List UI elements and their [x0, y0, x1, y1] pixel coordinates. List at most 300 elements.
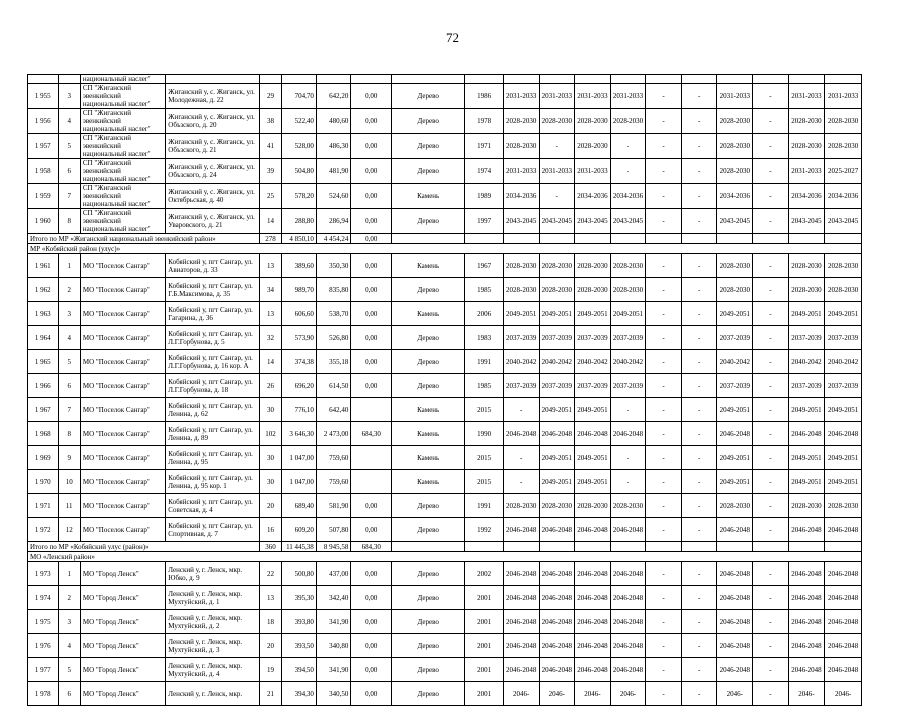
flats-cell: 13	[259, 586, 281, 610]
area-nonliving-cell: 0,00	[351, 84, 392, 109]
row-number-cell: 1 958	[28, 159, 59, 184]
owner-cell: СП "Жиганский эвенкийский национальный наслег"	[80, 209, 165, 234]
owner-cell: МО "Город Ленск"	[80, 634, 165, 658]
term-cell: 2040-2042	[539, 350, 575, 374]
area-total-cell: 989,70	[282, 278, 317, 302]
term-cell: 2046-2048	[539, 422, 575, 446]
term-cell: 2049-2051	[717, 398, 753, 422]
term-cell: -	[681, 350, 717, 374]
area-living-cell: 526,80	[316, 326, 351, 350]
term-cell: 2049-2051	[575, 302, 611, 326]
term-cell: 2037-2039	[825, 326, 862, 350]
term-cell: 2046-2048	[717, 562, 753, 586]
term-cell: 2040-2042	[788, 350, 825, 374]
total-row	[28, 234, 862, 244]
material-cell: Дерево	[392, 159, 465, 184]
term-cell: 2028-2030	[788, 134, 825, 159]
row-number-cell: 1 962	[28, 278, 59, 302]
term-cell: -	[681, 278, 717, 302]
term-cell: 2046-2048	[575, 610, 611, 634]
flats-cell: 30	[259, 446, 281, 470]
term-cell: 2028-2030	[825, 278, 862, 302]
area-total-cell: 704,70	[282, 84, 317, 109]
total-row	[28, 542, 862, 552]
area-total-cell: 504,80	[282, 159, 317, 184]
term-cell: 2028-2030	[539, 278, 575, 302]
row-number-cell: 1 969	[28, 446, 59, 470]
term-cell: 2037-2039	[610, 326, 646, 350]
term-cell: 2028-2030	[610, 494, 646, 518]
term-cell: -	[681, 562, 717, 586]
row-number-cell: 1 972	[28, 518, 59, 542]
address-cell: Ленский у, г. Ленск, мкр. Мухтуйский, д. 2	[166, 610, 260, 634]
term-cell: 2034-2036	[610, 184, 646, 209]
row-number-cell: 1 963	[28, 302, 59, 326]
term-cell: 2034-2036	[717, 184, 753, 209]
term-cell: -	[681, 586, 717, 610]
term-cell: 2043-2045	[788, 209, 825, 234]
address-cell: Жиганский у, с. Жиганск, ул. Объзского, д. 24	[166, 159, 260, 184]
term-cell: -	[646, 84, 682, 109]
term-cell: -	[646, 634, 682, 658]
term-cell: 2034-2036	[575, 184, 611, 209]
term-cell: -	[753, 109, 789, 134]
term-cell: 2028-2030	[575, 254, 611, 278]
index-cell: 12	[58, 518, 80, 542]
row-number-cell: 1 959	[28, 184, 59, 209]
year-cell: 1983	[465, 326, 504, 350]
flats-cell: 14	[259, 209, 281, 234]
area-total-cell: 395,30	[282, 586, 317, 610]
term-cell: 2046-2048	[575, 634, 611, 658]
term-cell: -	[646, 562, 682, 586]
table-row	[28, 374, 862, 398]
table-row	[28, 610, 862, 634]
row-number-cell: 1 977	[28, 658, 59, 682]
table-row	[28, 562, 862, 586]
area-total-cell: 606,60	[282, 302, 317, 326]
term-cell: 2046-2048	[503, 634, 539, 658]
owner-cell: МО "Поселок Сангар"	[80, 398, 165, 422]
address-cell: Жиганский у, с. Жиганск, ул. Октябрьская, д. 40	[166, 184, 260, 209]
term-cell: -	[681, 109, 717, 134]
area-nonliving-cell	[351, 470, 392, 494]
year-cell: 2001	[465, 634, 504, 658]
area-total-cell: 389,60	[282, 254, 317, 278]
owner-cell: МО "Поселок Сангар"	[80, 254, 165, 278]
empty-cell	[681, 234, 717, 244]
address-cell: Кобяйский у, пгт Сангар, ул. Л.Г.Горбунова, д. 5	[166, 326, 260, 350]
flats-cell: 30	[259, 470, 281, 494]
term-cell: 2028-2030	[825, 109, 862, 134]
term-cell: -	[681, 422, 717, 446]
term-cell: 2046-2048	[717, 586, 753, 610]
year-cell: 2015	[465, 470, 504, 494]
area-total-cell: 522,40	[282, 109, 317, 134]
term-cell: 2037-2039	[610, 374, 646, 398]
term-cell: 2046-2048	[610, 634, 646, 658]
area-total-cell: 393,80	[282, 610, 317, 634]
material-cell: Дерево	[392, 109, 465, 134]
term-cell: 2049-2051	[539, 302, 575, 326]
row-number-cell: 1 978	[28, 682, 59, 706]
index-cell: 8	[58, 422, 80, 446]
area-nonliving-cell: 0,00	[351, 658, 392, 682]
term-cell: -	[646, 610, 682, 634]
empty-cell	[610, 234, 646, 244]
owner-cell: МО "Поселок Сангар"	[80, 350, 165, 374]
term-cell: -	[646, 302, 682, 326]
term-cell: 2028-2030	[539, 109, 575, 134]
term-cell: 2046-2048	[575, 562, 611, 586]
term-cell: 2049-2051	[788, 446, 825, 470]
term-cell: 2028-2030	[503, 134, 539, 159]
term-cell: 2028-2030	[610, 109, 646, 134]
term-cell: 2046-2048	[503, 422, 539, 446]
area-living-cell: 835,80	[316, 278, 351, 302]
term-cell: -	[646, 470, 682, 494]
table-row	[28, 302, 862, 326]
owner-cell: МО "Город Ленск"	[80, 658, 165, 682]
term-cell: -	[646, 184, 682, 209]
area-nonliving-cell: 0,00	[351, 209, 392, 234]
row-number-cell: 1 975	[28, 610, 59, 634]
term-cell: 2046-2048	[788, 562, 825, 586]
year-cell: 1971	[465, 134, 504, 159]
term-cell: -	[681, 184, 717, 209]
term-cell: 2046-2048	[503, 658, 539, 682]
term-cell: 2028-2030	[788, 254, 825, 278]
term-cell: 2049-2051	[788, 302, 825, 326]
material-cell: Камень	[392, 470, 465, 494]
term-cell: 2028-2030	[575, 134, 611, 159]
area-living-cell: 486,30	[316, 134, 351, 159]
total-value-cell: 4 850,10	[282, 234, 317, 244]
area-living-cell: 614,50	[316, 374, 351, 398]
owner-cell: МО "Поселок Сангар"	[80, 494, 165, 518]
year-cell: 1992	[465, 518, 504, 542]
table-row-continuation	[28, 75, 862, 84]
table-row	[28, 278, 862, 302]
empty-cell	[717, 234, 753, 244]
term-cell: 2031-2033	[788, 84, 825, 109]
row-number-cell: 1 967	[28, 398, 59, 422]
owner-cell: МО "Город Ленск"	[80, 610, 165, 634]
row-number-cell: 1 965	[28, 350, 59, 374]
material-cell: Дерево	[392, 586, 465, 610]
term-cell: -	[753, 518, 789, 542]
row-number-cell: 1 955	[28, 84, 59, 109]
term-cell: 2040-2042	[825, 350, 862, 374]
term-cell: -	[753, 302, 789, 326]
index-cell: 4	[58, 634, 80, 658]
flats-cell: 20	[259, 494, 281, 518]
material-cell: Дерево	[392, 494, 465, 518]
owner-cell: МО "Поселок Сангар"	[80, 302, 165, 326]
flats-cell: 34	[259, 278, 281, 302]
term-cell: 2028-2030	[717, 159, 753, 184]
flats-cell: 20	[259, 634, 281, 658]
term-cell: 2046-2048	[825, 518, 862, 542]
address-cell: Жиганский у, с. Жиганск, ул. Уваровского, д. 21	[166, 209, 260, 234]
term-cell: 2046-2048	[788, 586, 825, 610]
area-living-cell: 642,20	[316, 84, 351, 109]
term-cell: 2046-2048	[610, 422, 646, 446]
term-cell: 2049-2051	[788, 470, 825, 494]
term-cell: 2037-2039	[575, 374, 611, 398]
term-cell: 2031-2033	[539, 84, 575, 109]
material-cell: Дерево	[392, 610, 465, 634]
term-cell: -	[503, 446, 539, 470]
flats-cell: 13	[259, 254, 281, 278]
area-nonliving-cell: 0,00	[351, 518, 392, 542]
term-cell: 2046-	[825, 682, 862, 706]
row-number-cell: 1 966	[28, 374, 59, 398]
area-total-cell: 393,50	[282, 634, 317, 658]
area-nonliving-cell: 684,30	[351, 422, 392, 446]
total-value-cell: 684,30	[351, 542, 392, 552]
index-cell: 7	[58, 398, 80, 422]
term-cell: -	[646, 109, 682, 134]
term-cell: -	[753, 586, 789, 610]
material-cell: Камень	[392, 184, 465, 209]
year-cell: 1991	[465, 494, 504, 518]
term-cell: 2034-2036	[825, 184, 862, 209]
address-cell: Кобяйский у, пгт Сангар, ул. Ленина, д. 62	[166, 398, 260, 422]
area-total-cell: 1 047,00	[282, 470, 317, 494]
term-cell: 2028-2030	[788, 278, 825, 302]
term-cell: -	[646, 134, 682, 159]
empty-cell	[539, 234, 575, 244]
term-cell: -	[681, 494, 717, 518]
area-living-cell: 355,18	[316, 350, 351, 374]
term-cell: 2040-2042	[575, 350, 611, 374]
area-living-cell: 437,00	[316, 562, 351, 586]
empty-cell	[503, 542, 539, 552]
term-cell: 2049-2051	[610, 302, 646, 326]
area-nonliving-cell: 0,00	[351, 562, 392, 586]
index-cell: 5	[58, 350, 80, 374]
term-cell: 2046-2048	[503, 586, 539, 610]
term-cell: 2031-2033	[575, 159, 611, 184]
area-total-cell: 689,40	[282, 494, 317, 518]
term-cell: 2049-2051	[539, 470, 575, 494]
term-cell: -	[646, 422, 682, 446]
owner-cell: СП "Жиганский эвенкийский национальный наслег"	[80, 84, 165, 109]
term-cell: -	[646, 518, 682, 542]
area-living-cell: 341,90	[316, 658, 351, 682]
term-cell: 2046-2048	[539, 518, 575, 542]
year-cell: 1985	[465, 374, 504, 398]
area-nonliving-cell: 0,00	[351, 634, 392, 658]
term-cell: 2049-2051	[539, 398, 575, 422]
empty-cell	[753, 542, 789, 552]
material-cell: Дерево	[392, 278, 465, 302]
material-cell: Дерево	[392, 682, 465, 706]
area-living-cell: 524,60	[316, 184, 351, 209]
address-cell: Жиганский у, с. Жиганск, ул. Объзского, д. 21	[166, 134, 260, 159]
table-row	[28, 184, 862, 209]
term-cell: -	[681, 634, 717, 658]
term-cell: 2046-2048	[825, 658, 862, 682]
address-cell: Кобяйский у, пгт Сангар, ул. Спортивная, д. 7	[166, 518, 260, 542]
area-total-cell: 394,30	[282, 682, 317, 706]
area-total-cell: 696,20	[282, 374, 317, 398]
term-cell: 2046-2048	[575, 586, 611, 610]
term-cell: -	[681, 682, 717, 706]
flats-cell: 16	[259, 518, 281, 542]
term-cell: 2046-	[539, 682, 575, 706]
term-cell: 2025-2027	[825, 159, 862, 184]
flats-cell: 32	[259, 326, 281, 350]
term-cell: -	[753, 422, 789, 446]
empty-cell	[465, 542, 504, 552]
term-cell: 2046-2048	[825, 586, 862, 610]
index-cell: 5	[58, 658, 80, 682]
material-cell: Дерево	[392, 326, 465, 350]
year-cell: 2002	[465, 562, 504, 586]
term-cell: 2046-2048	[610, 518, 646, 542]
area-total-cell: 578,20	[282, 184, 317, 209]
area-living-cell: 350,30	[316, 254, 351, 278]
flats-cell: 19	[259, 658, 281, 682]
area-nonliving-cell: 0,00	[351, 254, 392, 278]
term-cell: 2049-2051	[825, 446, 862, 470]
term-cell: 2028-2030	[503, 494, 539, 518]
term-cell: -	[503, 398, 539, 422]
term-cell: 2028-2030	[575, 494, 611, 518]
term-cell: -	[681, 302, 717, 326]
area-nonliving-cell	[351, 446, 392, 470]
empty-cell	[825, 234, 862, 244]
material-cell: Камень	[392, 398, 465, 422]
area-living-cell: 481,90	[316, 159, 351, 184]
total-value-cell: 278	[259, 234, 281, 244]
address-cell: Кобяйский у, пгт Сангар, ул. Ленина, д. 95 кор. 1	[166, 470, 260, 494]
area-nonliving-cell: 0,00	[351, 278, 392, 302]
term-cell: 2046-2048	[539, 586, 575, 610]
term-cell: -	[646, 446, 682, 470]
table-row	[28, 84, 862, 109]
row-number-cell: 1 957	[28, 134, 59, 159]
term-cell: -	[753, 184, 789, 209]
address-cell: Кобяйский у, пгт Сангар, ул. Л.Г.Горбунова, д. 18	[166, 374, 260, 398]
term-cell: 2028-2030	[788, 109, 825, 134]
empty-cell	[575, 234, 611, 244]
table-row	[28, 398, 862, 422]
table-row	[28, 254, 862, 278]
row-number-cell: 1 970	[28, 470, 59, 494]
term-cell: 2028-2030	[503, 278, 539, 302]
term-cell: 2046-2048	[788, 658, 825, 682]
empty-cell	[681, 542, 717, 552]
year-cell: 2001	[465, 610, 504, 634]
empty-cell	[646, 542, 682, 552]
table-row	[28, 446, 862, 470]
empty-cell	[788, 542, 825, 552]
area-living-cell: 642,40	[316, 398, 351, 422]
area-living-cell: 581,90	[316, 494, 351, 518]
term-cell: 2031-2033	[610, 84, 646, 109]
material-cell: Дерево	[392, 350, 465, 374]
flats-cell: 41	[259, 134, 281, 159]
term-cell: -	[646, 586, 682, 610]
term-cell: 2031-2033	[503, 84, 539, 109]
term-cell: 2031-2033	[717, 84, 753, 109]
address-cell: Жиганский у, с. Жиганск, ул. Объзского, д. 20	[166, 109, 260, 134]
term-cell: 2046-	[610, 682, 646, 706]
term-cell: 2043-2045	[539, 209, 575, 234]
term-cell: -	[753, 374, 789, 398]
address-cell: Кобяйский у, пгт Сангар, ул. Советская, д. 4	[166, 494, 260, 518]
empty-cell	[465, 234, 504, 244]
area-living-cell: 2 473,00	[316, 422, 351, 446]
term-cell: -	[646, 326, 682, 350]
area-total-cell: 394,50	[282, 658, 317, 682]
term-cell: -	[646, 374, 682, 398]
empty-cell	[753, 234, 789, 244]
flats-cell: 13	[259, 302, 281, 326]
section-header-row	[28, 552, 862, 562]
term-cell: 2046-2048	[610, 562, 646, 586]
term-cell: -	[646, 350, 682, 374]
row-number-cell: 1 973	[28, 562, 59, 586]
term-cell: 2037-2039	[539, 326, 575, 350]
area-total-cell: 776,10	[282, 398, 317, 422]
term-cell: 2028-2030	[717, 109, 753, 134]
area-nonliving-cell: 0,00	[351, 134, 392, 159]
term-cell: 2028-2030	[717, 494, 753, 518]
term-cell: 2049-2051	[575, 470, 611, 494]
empty-cell	[575, 542, 611, 552]
area-nonliving-cell: 0,00	[351, 374, 392, 398]
term-cell: 2046-	[503, 682, 539, 706]
table-row	[28, 518, 862, 542]
term-cell: -	[646, 658, 682, 682]
owner-cell: СП "Жиганский эвенкийский национальный наслег"	[80, 109, 165, 134]
area-nonliving-cell: 0,00	[351, 159, 392, 184]
term-cell: -	[753, 254, 789, 278]
term-cell: 2043-2045	[503, 209, 539, 234]
term-cell: 2049-2051	[539, 446, 575, 470]
material-cell: Камень	[392, 254, 465, 278]
area-nonliving-cell: 0,00	[351, 610, 392, 634]
area-living-cell: 480,60	[316, 109, 351, 134]
index-cell: 8	[58, 209, 80, 234]
term-cell: -	[753, 134, 789, 159]
row-number-cell: 1 971	[28, 494, 59, 518]
index-cell: 2	[58, 586, 80, 610]
term-cell: -	[610, 134, 646, 159]
term-cell: 2040-2042	[503, 350, 539, 374]
term-cell: -	[753, 350, 789, 374]
term-cell: -	[646, 254, 682, 278]
empty-cell	[392, 542, 465, 552]
area-living-cell: 342,40	[316, 586, 351, 610]
address-cell: Ленский у, г. Ленск, мкр. Юбко, д. 9	[166, 562, 260, 586]
term-cell: 2046-	[575, 682, 611, 706]
table-row	[28, 209, 862, 234]
table-row	[28, 586, 862, 610]
term-cell: 2034-2036	[788, 184, 825, 209]
term-cell: 2049-2051	[717, 446, 753, 470]
term-cell: 2043-2045	[825, 209, 862, 234]
term-cell: 2049-2051	[503, 302, 539, 326]
owner-cell: МО "Поселок Сангар"	[80, 278, 165, 302]
term-cell: 2046-2048	[503, 562, 539, 586]
index-cell: 3	[58, 610, 80, 634]
area-total-cell: 573,90	[282, 326, 317, 350]
